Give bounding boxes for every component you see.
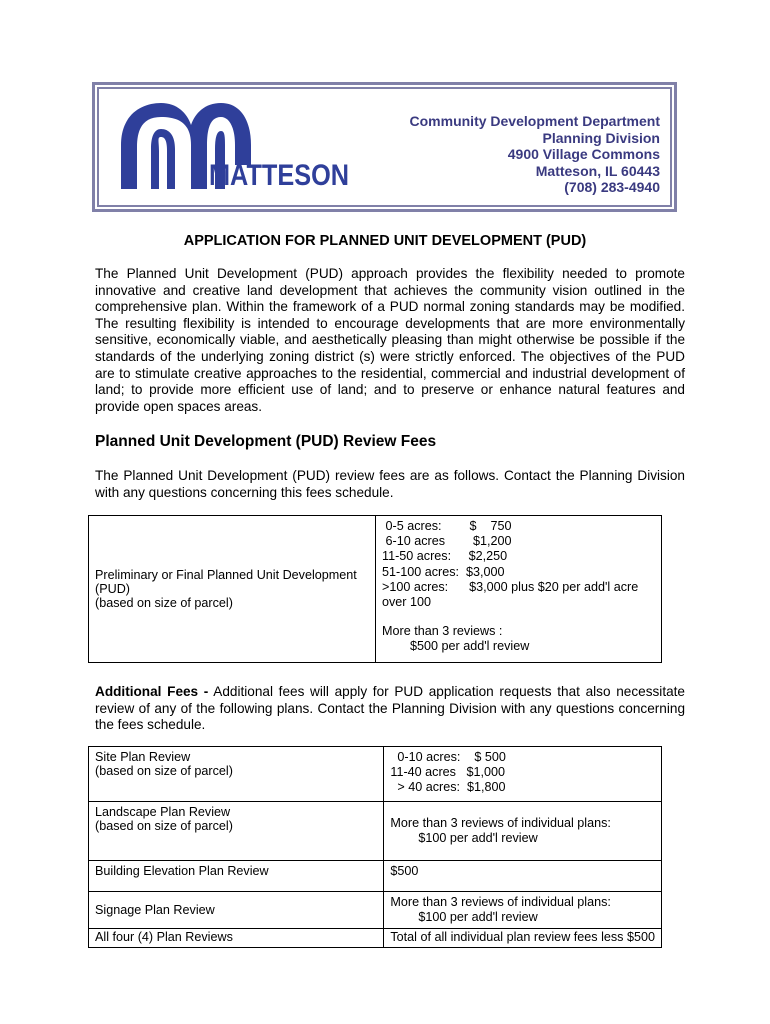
- intro-text: The Planned Unit Development (PUD) approach provides the flexibility needed to promote innovative and creative land development that achieves the community vision outlined in the comprehensive plan. Within the framework of a PUD normal zoning standards may be modified. The resulting flexibility is intended to encourage developments that are more environmentally sensitive, economically viable, and aesthetically pleasing than might otherwise be possible if the standards of the underlying zoning district (s) were strictly enforced. The objectives of the PUD are to stimulate creative approaches to the residential, commercial and industrial development of land; to provide more efficient use of land; and to preserve or enhance natural features and provide open spaces areas.: [95, 266, 685, 414]
- intro-paragraph: [95, 266, 685, 415]
- pud-fees-table: [88, 515, 662, 663]
- plan-name: Signage Plan Review: [95, 903, 215, 918]
- svg-text:MATTESON: MATTESON: [209, 159, 349, 192]
- plan-name: All four (4) Plan Reviews: [95, 930, 233, 945]
- fee-line: 0-5 acres: $ 750: [382, 519, 512, 533]
- pud-label-line: Preliminary or Final Planned Unit Development: [95, 568, 357, 582]
- fee-line: >100 acres: $3,000 plus $20 per add'l acre: [382, 579, 639, 594]
- plan-sub: (based on size of parcel): [95, 819, 233, 833]
- fees-heading: Planned Unit Development (PUD) Review Fees: [95, 433, 437, 450]
- fee-line: $500: [390, 864, 419, 878]
- pud-fee-cell: [376, 516, 662, 663]
- department-address: [410, 113, 660, 196]
- plan-cell: [89, 802, 384, 861]
- fee-line: 11-40 acres $1,000: [390, 765, 505, 780]
- fee-line: > 40 acres: $1,800: [390, 780, 506, 795]
- fee-line: More than 3 reviews of individual plans:: [390, 815, 611, 830]
- letterhead-box: [92, 82, 677, 212]
- plan-cell: [89, 929, 384, 947]
- plan-cell: [89, 892, 384, 929]
- fee-line: 6-10 acres $1,200: [382, 534, 512, 549]
- fee-cell: [384, 747, 662, 802]
- additional-fees-table: [88, 746, 662, 948]
- plan-name: Landscape Plan Review: [95, 805, 231, 819]
- city-state-zip: Matteson, IL 60443: [535, 162, 660, 179]
- fee-line: over 100: [382, 595, 432, 610]
- pud-label-line: (PUD): [95, 582, 130, 596]
- department-name: Community Development Department: [409, 113, 660, 129]
- reviews-fee-line: $500 per add'l review: [382, 639, 530, 654]
- table-row: [89, 802, 662, 861]
- reviews-line: More than 3 reviews :: [382, 624, 503, 639]
- fee-cell: [384, 929, 662, 947]
- additional-fees-label: Additional Fees -: [95, 684, 209, 699]
- pud-label-line: (based on size of parcel): [95, 596, 233, 610]
- table-row: [89, 747, 662, 802]
- fee-line: $100 per add'l review: [390, 910, 538, 925]
- plan-cell: [89, 861, 384, 892]
- table-row: [89, 516, 662, 663]
- street-address: 4900 Village Commons: [507, 146, 660, 162]
- pud-label-cell: [89, 516, 376, 663]
- fee-line: $100 per add'l review: [390, 831, 538, 845]
- plan-cell: [89, 747, 384, 802]
- matteson-logo: [111, 97, 351, 197]
- plan-sub: (based on size of parcel): [95, 764, 233, 778]
- phone-number: (708) 283-4940: [564, 179, 660, 195]
- additional-fees-paragraph: [95, 684, 685, 734]
- fee-line: More than 3 reviews of individual plans:: [390, 895, 611, 909]
- division-name: Planning Division: [542, 129, 660, 146]
- fee-line: 11-50 acres: $2,250: [382, 549, 508, 564]
- page-title: APPLICATION FOR PLANNED UNIT DEVELOPMENT (PUD): [183, 233, 587, 249]
- fee-line: 0-10 acres: $ 500: [390, 750, 506, 764]
- table-row: [89, 861, 662, 892]
- fee-line: Total of all individual plan review fees less $500: [390, 930, 655, 945]
- fee-cell: [384, 892, 662, 929]
- plan-name: Building Elevation Plan Review: [95, 864, 269, 878]
- table-row: [89, 892, 662, 929]
- table-row: [89, 929, 662, 947]
- fee-line: 51-100 acres: $3,000: [382, 564, 505, 579]
- fee-cell: [384, 861, 662, 892]
- fees-intro-text: The Planned Unit Development (PUD) review fees are as follows. Contact the Planning Division with any questions concerning this fees schedule.: [95, 468, 685, 500]
- fees-intro: [95, 468, 685, 501]
- fee-cell: [384, 802, 662, 861]
- additional-fees-text: Additional fees will apply for PUD application requests that also necessitate review of any of the following plans. Contact the Planning Division with any questions concerning the fees schedule.: [95, 684, 685, 733]
- plan-name: Site Plan Review: [95, 750, 191, 764]
